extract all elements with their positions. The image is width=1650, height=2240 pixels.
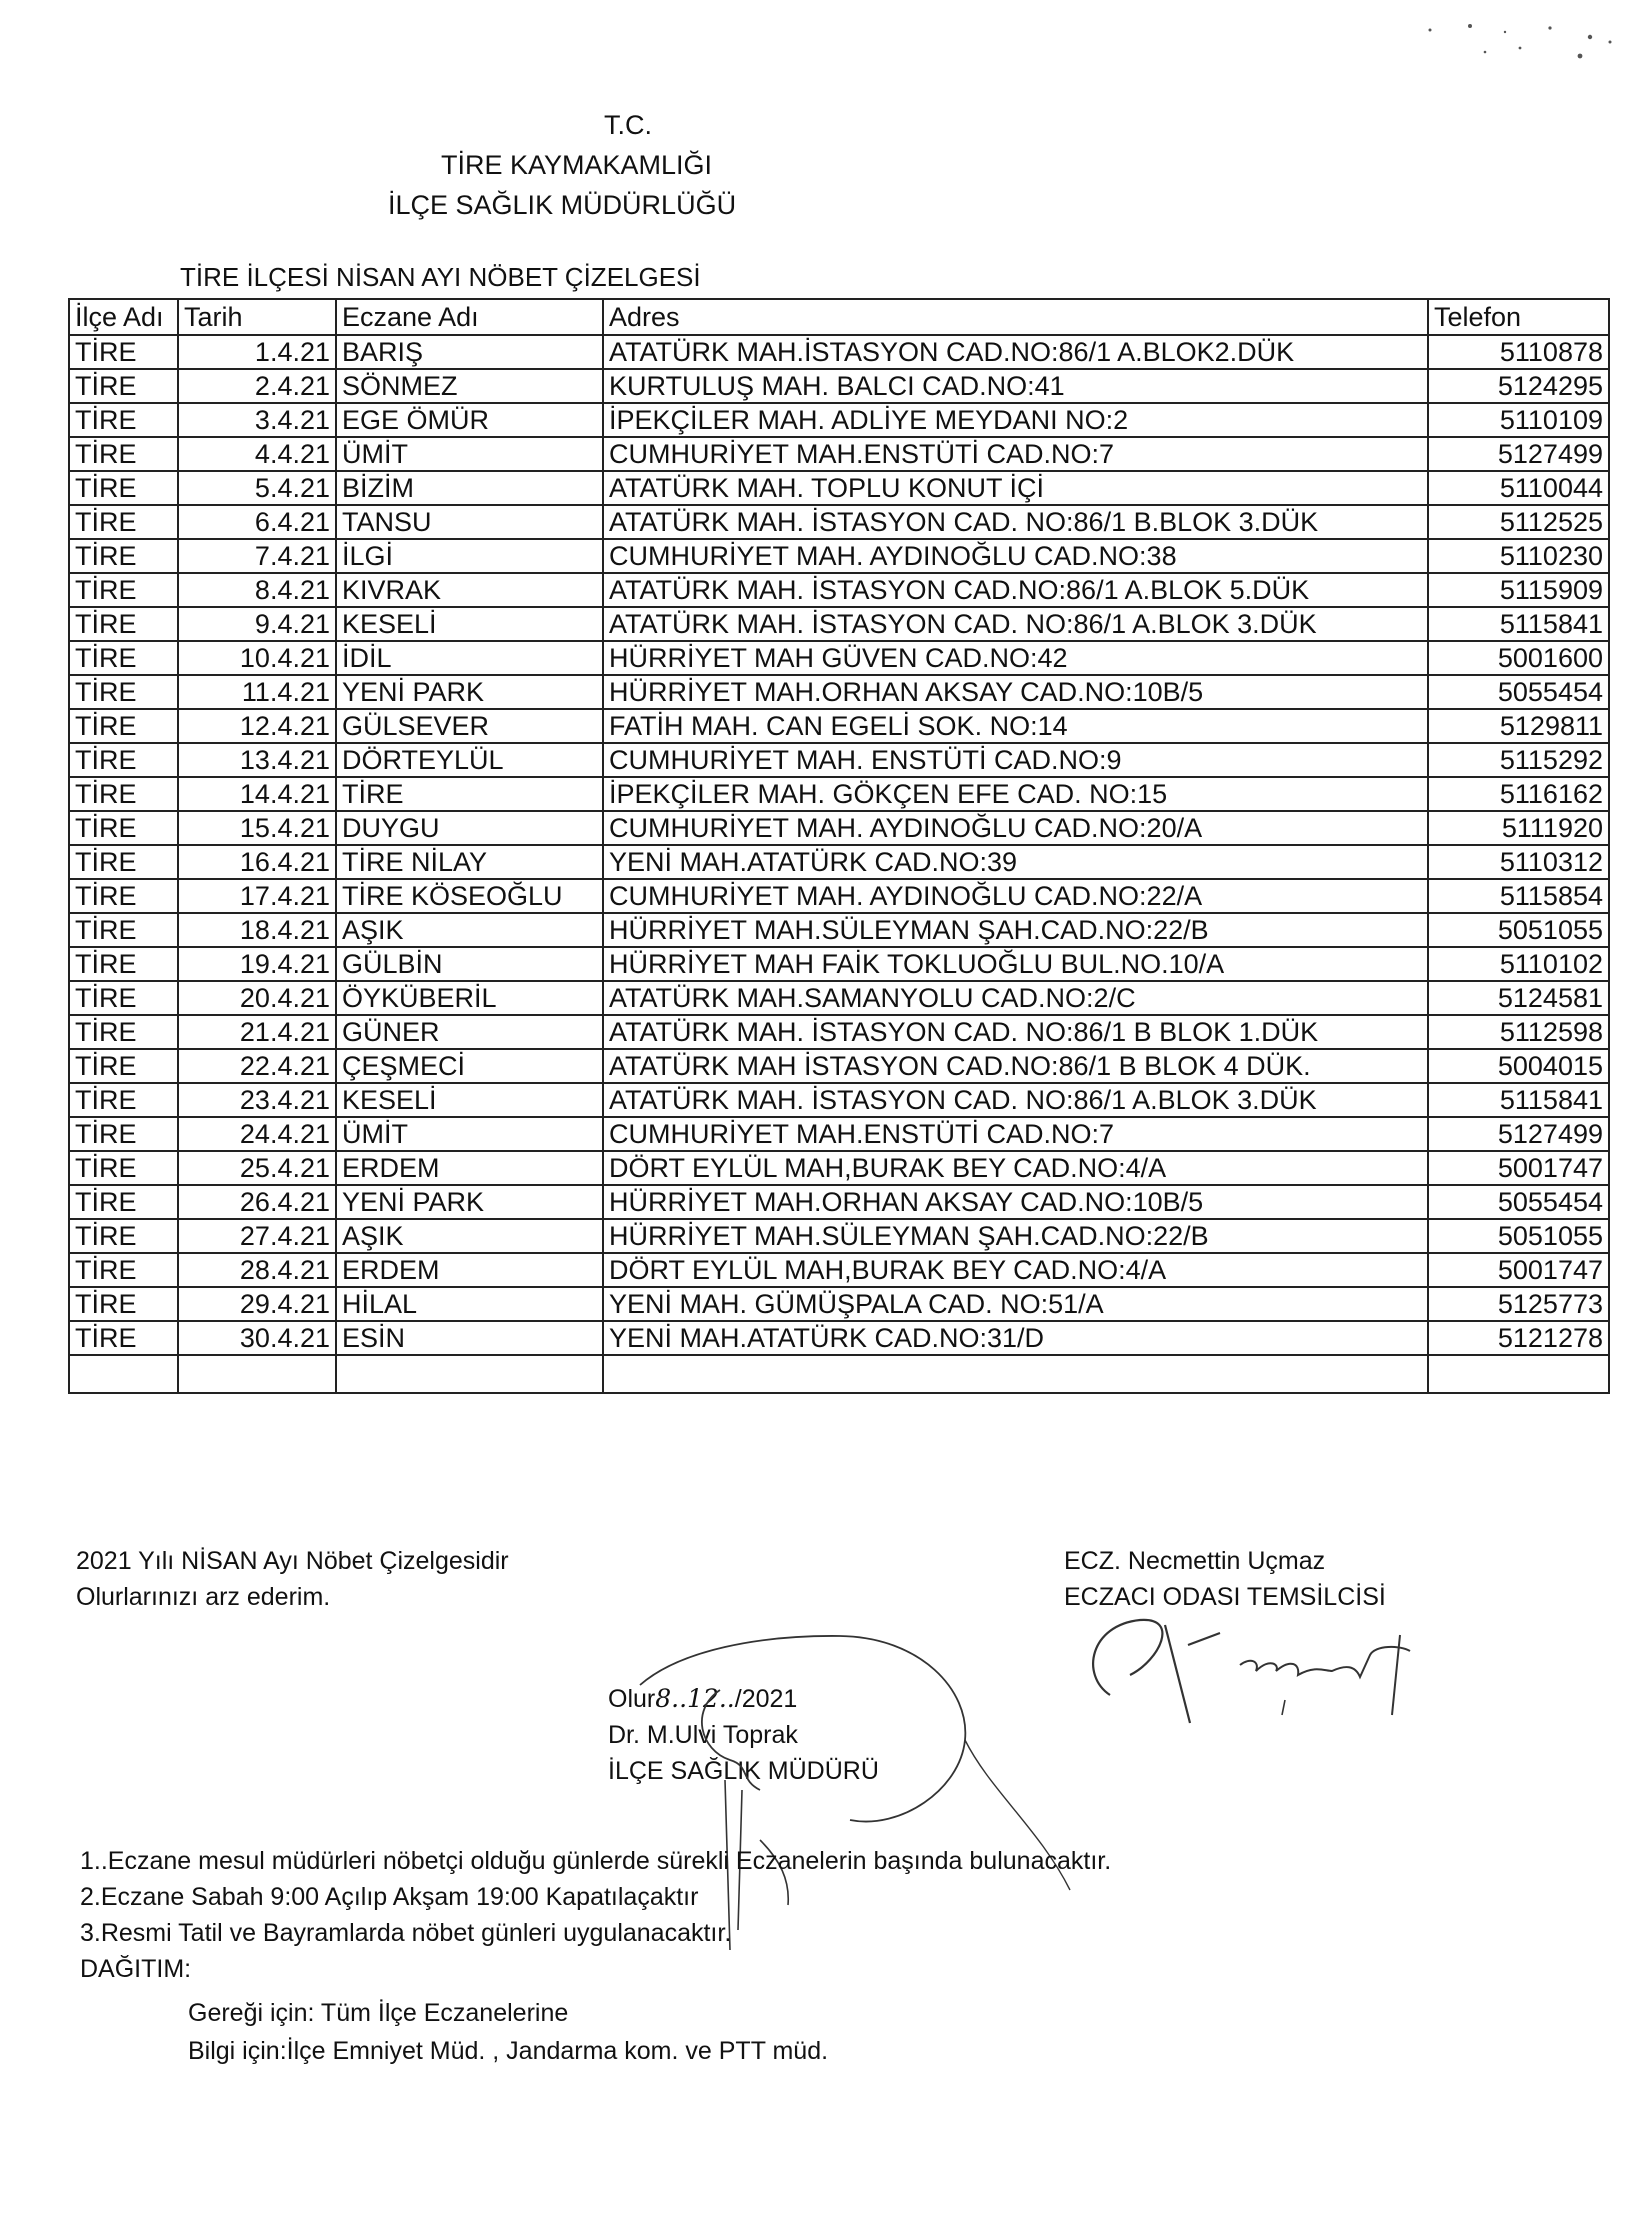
cell-eczane: İDİL — [336, 641, 603, 675]
cell-empty — [178, 1355, 336, 1393]
cell-eczane: ÜMİT — [336, 437, 603, 471]
col-header-adres: Adres — [603, 299, 1428, 335]
cell-telefon: 5110109 — [1428, 403, 1609, 437]
cell-eczane: ERDEM — [336, 1253, 603, 1287]
cell-eczane: AŞIK — [336, 913, 603, 947]
col-header-tarih: Tarih — [178, 299, 336, 335]
cell-telefon: 5004015 — [1428, 1049, 1609, 1083]
cell-ilce: TİRE — [69, 1287, 178, 1321]
table-row — [69, 709, 1609, 743]
table-row — [69, 573, 1609, 607]
cell-eczane: GÜNER — [336, 1015, 603, 1049]
cell-empty — [69, 1355, 178, 1393]
cell-adres: CUMHURİYET MAH. AYDINOĞLU CAD.NO:20/A — [603, 811, 1428, 845]
cell-eczane: DÖRTEYLÜL — [336, 743, 603, 777]
table-row — [69, 811, 1609, 845]
cell-telefon: 5110312 — [1428, 845, 1609, 879]
distribution-label: DAĞITIM: — [80, 1955, 192, 1983]
cell-tarih: 22.4.21 — [178, 1049, 336, 1083]
cell-adres: CUMHURİYET MAH.ENSTÜTİ CAD.NO:7 — [603, 1117, 1428, 1151]
cell-ilce: TİRE — [69, 505, 178, 539]
representative-name: ECZ. Necmettin Uçmaz — [1064, 1547, 1326, 1575]
cell-eczane: KESELİ — [336, 607, 603, 641]
cell-ilce: TİRE — [69, 1185, 178, 1219]
cell-tarih: 13.4.21 — [178, 743, 336, 777]
cell-adres: ATATÜRK MAH. TOPLU KONUT İÇİ — [603, 471, 1428, 505]
table-row — [69, 1287, 1609, 1321]
cell-tarih: 29.4.21 — [178, 1287, 336, 1321]
cell-tarih: 12.4.21 — [178, 709, 336, 743]
table-row — [69, 1083, 1609, 1117]
table-row — [69, 607, 1609, 641]
cell-ilce: TİRE — [69, 743, 178, 777]
cell-tarih: 10.4.21 — [178, 641, 336, 675]
table-row — [69, 675, 1609, 709]
distribution-line-2: Bilgi için:İlçe Emniyet Müd. , Jandarma kom. ve PTT müd. — [188, 2037, 829, 2065]
table-row — [69, 743, 1609, 777]
cell-empty — [1428, 1355, 1609, 1393]
cell-telefon: 5115841 — [1428, 1083, 1609, 1117]
cell-ilce: TİRE — [69, 573, 178, 607]
cell-tarih: 25.4.21 — [178, 1151, 336, 1185]
cell-telefon: 5125773 — [1428, 1287, 1609, 1321]
cell-adres: CUMHURİYET MAH.ENSTÜTİ CAD.NO:7 — [603, 437, 1428, 471]
cell-empty — [336, 1355, 603, 1393]
cell-ilce: TİRE — [69, 437, 178, 471]
cell-telefon: 5110230 — [1428, 539, 1609, 573]
cell-tarih: 4.4.21 — [178, 437, 336, 471]
table-row — [69, 335, 1609, 369]
cell-adres: CUMHURİYET MAH. AYDINOĞLU CAD.NO:22/A — [603, 879, 1428, 913]
cell-telefon: 5110878 — [1428, 335, 1609, 369]
cell-eczane: GÜLBİN — [336, 947, 603, 981]
cell-telefon: 5115854 — [1428, 879, 1609, 913]
cell-telefon: 5115292 — [1428, 743, 1609, 777]
cell-ilce: TİRE — [69, 369, 178, 403]
col-header-telefon: Telefon — [1428, 299, 1609, 335]
cell-adres: KURTULUŞ MAH. BALCI CAD.NO:41 — [603, 369, 1428, 403]
cell-adres: ATATÜRK MAH. İSTASYON CAD. NO:86/1 B BLOK 1.DÜK — [603, 1015, 1428, 1049]
cell-ilce: TİRE — [69, 1049, 178, 1083]
cell-ilce: TİRE — [69, 1083, 178, 1117]
table-row — [69, 777, 1609, 811]
duty-schedule-table — [68, 298, 1610, 1394]
cell-tarih: 14.4.21 — [178, 777, 336, 811]
cell-adres: YENİ MAH.ATATÜRK CAD.NO:31/D — [603, 1321, 1428, 1355]
table-row — [69, 1219, 1609, 1253]
table-row-empty — [69, 1355, 1609, 1393]
cell-adres: HÜRRİYET MAH.SÜLEYMAN ŞAH.CAD.NO:22/B — [603, 1219, 1428, 1253]
cell-eczane: GÜLSEVER — [336, 709, 603, 743]
cell-adres: HÜRRİYET MAH.ORHAN AKSAY CAD.NO:10B/5 — [603, 675, 1428, 709]
cell-ilce: TİRE — [69, 709, 178, 743]
cell-ilce: TİRE — [69, 1321, 178, 1355]
cell-eczane: KIVRAK — [336, 573, 603, 607]
cell-tarih: 24.4.21 — [178, 1117, 336, 1151]
cell-tarih: 8.4.21 — [178, 573, 336, 607]
cell-telefon: 5055454 — [1428, 675, 1609, 709]
cell-adres: DÖRT EYLÜL MAH,BURAK BEY CAD.NO:4/A — [603, 1151, 1428, 1185]
cell-tarih: 26.4.21 — [178, 1185, 336, 1219]
cell-adres: ATATÜRK MAH.İSTASYON CAD.NO:86/1 A.BLOK2.DÜK — [603, 335, 1428, 369]
table-row — [69, 879, 1609, 913]
table-row — [69, 1253, 1609, 1287]
table-row — [69, 981, 1609, 1015]
cell-eczane: ESİN — [336, 1321, 603, 1355]
olur-year: /2021 — [734, 1685, 798, 1713]
col-header-eczane: Eczane Adı — [336, 299, 603, 335]
cell-telefon: 5112525 — [1428, 505, 1609, 539]
cell-adres: ATATÜRK MAH. İSTASYON CAD. NO:86/1 B.BLOK 3.DÜK — [603, 505, 1428, 539]
cell-eczane: DUYGU — [336, 811, 603, 845]
note-1: 1..Eczane mesul müdürleri nöbetçi olduğu günlerde sürekli Eczanelerin başında bulunacaktır. — [80, 1847, 1112, 1875]
approval-title: İLÇE SAĞLIK MÜDÜRÜ — [608, 1757, 879, 1785]
cell-tarih: 1.4.21 — [178, 335, 336, 369]
cell-eczane: KESELİ — [336, 1083, 603, 1117]
cell-telefon: 5111920 — [1428, 811, 1609, 845]
cell-tarih: 28.4.21 — [178, 1253, 336, 1287]
cell-ilce: TİRE — [69, 879, 178, 913]
cell-tarih: 9.4.21 — [178, 607, 336, 641]
cell-eczane: SÖNMEZ — [336, 369, 603, 403]
cell-telefon: 5001747 — [1428, 1253, 1609, 1287]
cell-tarih: 2.4.21 — [178, 369, 336, 403]
table-row — [69, 539, 1609, 573]
cell-telefon: 5121278 — [1428, 1321, 1609, 1355]
table-row — [69, 947, 1609, 981]
table-row — [69, 437, 1609, 471]
cell-tarih: 5.4.21 — [178, 471, 336, 505]
cell-eczane: EGE ÖMÜR — [336, 403, 603, 437]
cell-ilce: TİRE — [69, 1151, 178, 1185]
cell-ilce: TİRE — [69, 981, 178, 1015]
cell-ilce: TİRE — [69, 539, 178, 573]
cell-eczane: HİLAL — [336, 1287, 603, 1321]
table-header-row — [69, 299, 1609, 335]
cell-empty — [603, 1355, 1428, 1393]
cell-adres: CUMHURİYET MAH. ENSTÜTİ CAD.NO:9 — [603, 743, 1428, 777]
cell-adres: İPEKÇİLER MAH. GÖKÇEN EFE CAD. NO:15 — [603, 777, 1428, 811]
header-tc: T.C. — [604, 110, 653, 140]
cell-adres: CUMHURİYET MAH. AYDINOĞLU CAD.NO:38 — [603, 539, 1428, 573]
representative-title: ECZACI ODASI TEMSİLCİSİ — [1064, 1583, 1386, 1611]
cell-tarih: 20.4.21 — [178, 981, 336, 1015]
cell-telefon: 5110044 — [1428, 471, 1609, 505]
cell-telefon: 5115841 — [1428, 607, 1609, 641]
cell-adres: ATATÜRK MAH.SAMANYOLU CAD.NO:2/C — [603, 981, 1428, 1015]
cell-tarih: 3.4.21 — [178, 403, 336, 437]
table-row — [69, 369, 1609, 403]
cell-ilce: TİRE — [69, 641, 178, 675]
header-kaymakamlik: TİRE KAYMAKAMLIĞI — [441, 150, 713, 180]
cell-ilce: TİRE — [69, 845, 178, 879]
cell-adres: ATATÜRK MAH. İSTASYON CAD. NO:86/1 A.BLOK 3.DÜK — [603, 607, 1428, 641]
cell-eczane: BARIŞ — [336, 335, 603, 369]
cell-telefon: 5055454 — [1428, 1185, 1609, 1219]
cell-tarih: 7.4.21 — [178, 539, 336, 573]
submission-line-2: Olurlarınızı arz ederim. — [76, 1583, 331, 1611]
cell-adres: ATATÜRK MAH. İSTASYON CAD. NO:86/1 A.BLOK 3.DÜK — [603, 1083, 1428, 1117]
cell-telefon: 5051055 — [1428, 1219, 1609, 1253]
table-row — [69, 1185, 1609, 1219]
note-2: 2.Eczane Sabah 9:00 Açılıp Akşam 19:00 Kapatılaçaktır — [80, 1883, 699, 1911]
cell-tarih: 18.4.21 — [178, 913, 336, 947]
table-row — [69, 913, 1609, 947]
note-3: 3.Resmi Tatil ve Bayramlarda nöbet günleri uygulanacaktır. — [80, 1919, 732, 1947]
cell-tarih: 11.4.21 — [178, 675, 336, 709]
col-header-ilce: İlçe Adı — [69, 299, 178, 335]
cell-telefon: 5051055 — [1428, 913, 1609, 947]
approval-name: Dr. M.Ulvi Toprak — [608, 1721, 798, 1749]
cell-ilce: TİRE — [69, 1253, 178, 1287]
cell-eczane: AŞIK — [336, 1219, 603, 1253]
submission-line-1: 2021 Yılı NİSAN Ayı Nöbet Çizelgesidir — [76, 1547, 509, 1575]
cell-adres: FATİH MAH. CAN EGELİ SOK. NO:14 — [603, 709, 1428, 743]
cell-ilce: TİRE — [69, 947, 178, 981]
cell-eczane: YENİ PARK — [336, 675, 603, 709]
cell-ilce: TİRE — [69, 811, 178, 845]
cell-telefon: 5001747 — [1428, 1151, 1609, 1185]
cell-tarih: 23.4.21 — [178, 1083, 336, 1117]
cell-ilce: TİRE — [69, 1219, 178, 1253]
cell-eczane: ERDEM — [336, 1151, 603, 1185]
table-body — [69, 335, 1609, 1393]
representative-signature — [1070, 1605, 1470, 1735]
cell-telefon: 5127499 — [1428, 437, 1609, 471]
table-row — [69, 505, 1609, 539]
cell-eczane: ÖYKÜBERİL — [336, 981, 603, 1015]
cell-ilce: TİRE — [69, 1015, 178, 1049]
table-row — [69, 641, 1609, 675]
cell-telefon: 5129811 — [1428, 709, 1609, 743]
cell-ilce: TİRE — [69, 335, 178, 369]
cell-tarih: 21.4.21 — [178, 1015, 336, 1049]
olur-handwritten-date: 8..12.. — [655, 1684, 735, 1713]
cell-eczane: TİRE KÖSEOĞLU — [336, 879, 603, 913]
cell-tarih: 17.4.21 — [178, 879, 336, 913]
cell-telefon: 5112598 — [1428, 1015, 1609, 1049]
cell-eczane: TANSU — [336, 505, 603, 539]
cell-telefon: 5110102 — [1428, 947, 1609, 981]
cell-telefon: 5115909 — [1428, 573, 1609, 607]
cell-tarih: 6.4.21 — [178, 505, 336, 539]
cell-telefon: 5124295 — [1428, 369, 1609, 403]
table-row — [69, 1117, 1609, 1151]
cell-ilce: TİRE — [69, 913, 178, 947]
table-row — [69, 1151, 1609, 1185]
cell-ilce: TİRE — [69, 471, 178, 505]
cell-tarih: 19.4.21 — [178, 947, 336, 981]
cell-telefon: 5116162 — [1428, 777, 1609, 811]
cell-eczane: ÜMİT — [336, 1117, 603, 1151]
cell-ilce: TİRE — [69, 607, 178, 641]
cell-telefon: 5127499 — [1428, 1117, 1609, 1151]
scan-specks — [1410, 12, 1630, 72]
cell-eczane: BİZİM — [336, 471, 603, 505]
cell-eczane: ÇEŞMECİ — [336, 1049, 603, 1083]
olur-prefix: Olur — [608, 1685, 656, 1713]
cell-tarih: 15.4.21 — [178, 811, 336, 845]
table-row — [69, 1015, 1609, 1049]
cell-adres: YENİ MAH. GÜMÜŞPALA CAD. NO:51/A — [603, 1287, 1428, 1321]
cell-tarih: 27.4.21 — [178, 1219, 336, 1253]
header-mudurluk: İLÇE SAĞLIK MÜDÜRLÜĞÜ — [388, 190, 737, 220]
cell-eczane: TİRE NİLAY — [336, 845, 603, 879]
cell-adres: HÜRRİYET MAH.ORHAN AKSAY CAD.NO:10B/5 — [603, 1185, 1428, 1219]
cell-adres: İPEKÇİLER MAH. ADLİYE MEYDANI NO:2 — [603, 403, 1428, 437]
cell-adres: ATATÜRK MAH. İSTASYON CAD.NO:86/1 A.BLOK 5.DÜK — [603, 573, 1428, 607]
cell-ilce: TİRE — [69, 777, 178, 811]
cell-adres: ATATÜRK MAH İSTASYON CAD.NO:86/1 B BLOK 4 DÜK. — [603, 1049, 1428, 1083]
cell-eczane: TİRE — [336, 777, 603, 811]
cell-telefon: 5001600 — [1428, 641, 1609, 675]
table-row — [69, 403, 1609, 437]
distribution-line-1: Gereği için: Tüm İlçe Eczanelerine — [188, 1999, 569, 2027]
cell-eczane: YENİ PARK — [336, 1185, 603, 1219]
table-row — [69, 1049, 1609, 1083]
cell-adres: HÜRRİYET MAH.SÜLEYMAN ŞAH.CAD.NO:22/B — [603, 913, 1428, 947]
cell-adres: DÖRT EYLÜL MAH,BURAK BEY CAD.NO:4/A — [603, 1253, 1428, 1287]
cell-eczane: İLGİ — [336, 539, 603, 573]
cell-adres: HÜRRİYET MAH FAİK TOKLUOĞLU BUL.NO.10/A — [603, 947, 1428, 981]
cell-telefon: 5124581 — [1428, 981, 1609, 1015]
cell-adres: YENİ MAH.ATATÜRK CAD.NO:39 — [603, 845, 1428, 879]
cell-ilce: TİRE — [69, 1117, 178, 1151]
cell-adres: HÜRRİYET MAH GÜVEN CAD.NO:42 — [603, 641, 1428, 675]
table-row — [69, 845, 1609, 879]
cell-tarih: 16.4.21 — [178, 845, 336, 879]
cell-tarih: 30.4.21 — [178, 1321, 336, 1355]
cell-ilce: TİRE — [69, 403, 178, 437]
cell-ilce: TİRE — [69, 675, 178, 709]
table-row — [69, 1321, 1609, 1355]
table-row — [69, 471, 1609, 505]
table-title: TİRE İLÇESİ NİSAN AYI NÖBET ÇİZELGESİ — [180, 262, 701, 292]
